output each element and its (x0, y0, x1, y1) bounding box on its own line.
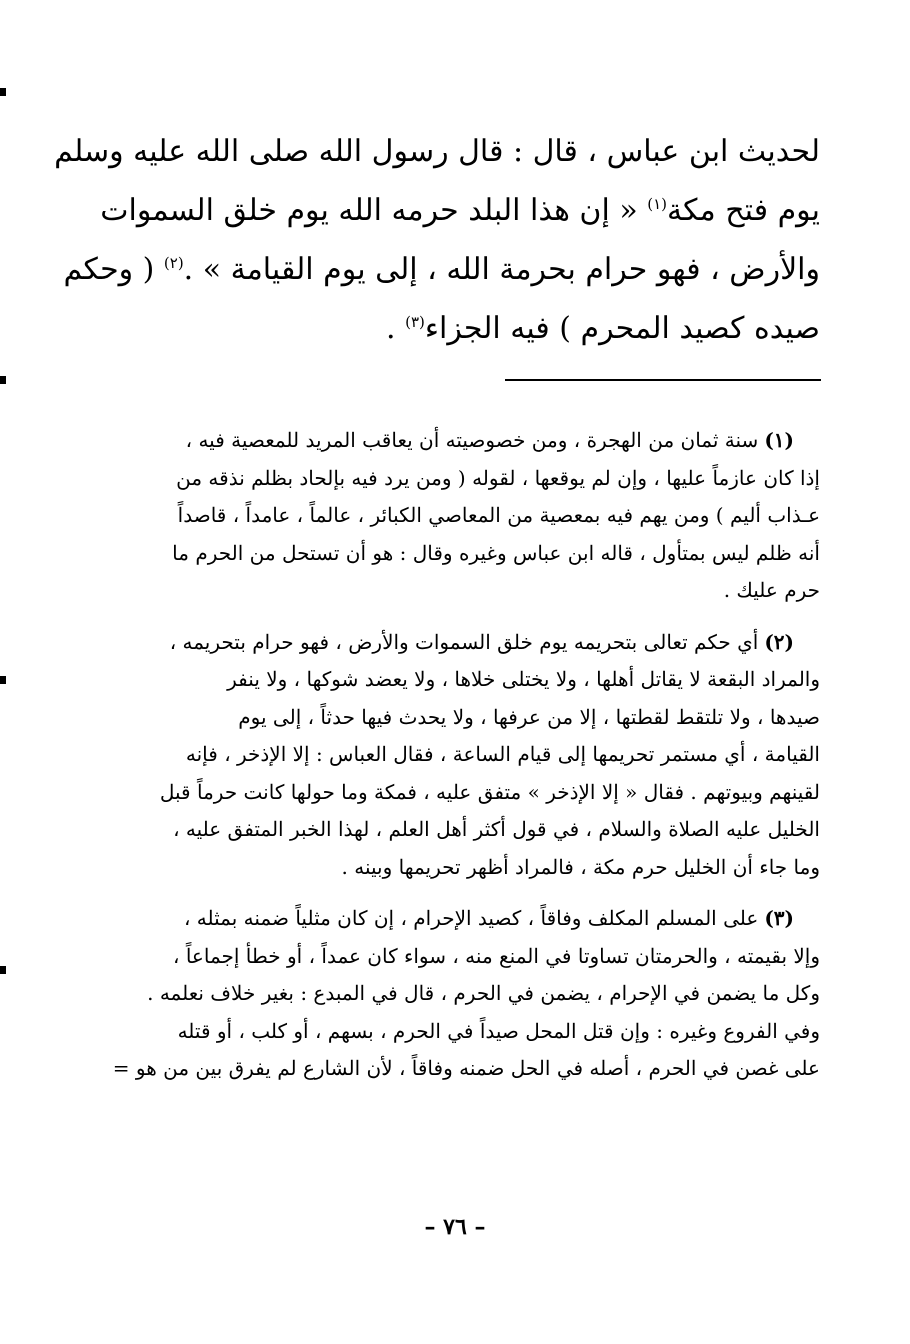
footnote-line: وما جاء أن الخليل حرم مكة ، فالمراد أظهر تحريمها وبينه . (341, 854, 820, 879)
footnote-line: القيامة ، أي مستمر تحريمها إلى قيام الساعة ، فقال العباس : إلا الإذخر ، فإنه (185, 742, 820, 766)
footnote-line: أنه ظلم ليس بمتأول ، قاله ابن عباس وغيره وقال : هو أن تستحل من الحرم ما (172, 540, 820, 565)
footnote-line: وكل ما يضمن في الإحرام ، يضمن في الحرم ، قال في المبدع : بغير خلاف نعلمه . (147, 981, 820, 1005)
main-line: لحديث ابن عباس ، قال : قال رسول الله صلى الله عليه وسلم (54, 134, 820, 169)
footnote-ref: (١) (647, 195, 668, 213)
main-line: والأرض ، فهو حرام بحرمة الله ، إلى يوم القيامة » .$^{(٢)}$ ( وحكم (63, 252, 820, 287)
footnote-line: الخليل عليه الصلاة والسلام ، في قول أكثر أهل العلم ، لهذا الخبر المتفق عليه ، (173, 817, 820, 841)
footnote-line: حرم عليك . (723, 578, 820, 602)
footnote-line: والمراد البقعة لا يقاتل أهلها ، ولا يختلى خلاها ، ولا يعضد شوكها ، ولا ينفر (227, 667, 820, 691)
footnotes (95, 422, 820, 1102)
footnote-number: (٢) (764, 629, 794, 654)
footnote-line: (٣)على المسلم المكلف وفاقاً ، كصيد الإحرام ، إن كان مثلياً ضمنه بمثله ، (183, 906, 794, 930)
footnote-number: (٣) (764, 906, 794, 930)
footnote-ref: (٢) (163, 254, 184, 272)
footnote-line: صيدها ، ولا تلتقط لقطتها ، إلا من عرفها ، ولا يحدث فيها حدثاً ، إلى يوم (238, 704, 820, 729)
footnote-line: (١)سنة ثمان من الهجرة ، ومن خصوصيته أن يعاقب المريد للمعصية فيه ، (185, 428, 794, 452)
footnote-ref: (٣) (405, 313, 425, 331)
edge-mark (0, 966, 6, 974)
footnote-line: وإلا بقيمته ، والحرمتان تساوتا في المنع منه ، سواء كان عمداً ، أو خطأ إجماعاً ، (173, 943, 820, 968)
footnote-divider (505, 379, 821, 381)
main-text (54, 122, 820, 358)
edge-mark (0, 376, 6, 384)
footnote-line: عـذاب أليم ) ومن يهم فيه بمعصية من المعاصي الكبائر ، عالماً ، عامداً ، قاصداً (177, 503, 820, 527)
footnote-number: (١) (764, 428, 794, 452)
main-line: يوم فتح مكة$^{(١)}$ « إن هذا البلد حرمه الله يوم خلق السموات (100, 193, 820, 228)
footnote-1 (95, 422, 820, 610)
footnote-line: على غصن في الحرم ، أصله في الحل ضمنه وفاقاً ، لأن الشارع لم يفرق بين من هو = (112, 1056, 820, 1080)
footnote-line: وفي الفروع وغيره : وإن قتل المحل صيداً في الحرم ، بسهم ، أو كلب ، أو قتله (177, 1018, 820, 1043)
footnote-line: (٢)أي حكم تعالى بتحريمه يوم خلق السموات والأرض ، فهو حرام بتحريمه ، (169, 629, 794, 654)
edge-mark (0, 676, 6, 684)
page-number: – ٧٦ – (424, 1214, 486, 1240)
main-line: صيده كصيد المحرم ) فيه الجزاء$^{(٣)}$ . (386, 311, 820, 346)
footnote-3 (95, 900, 820, 1088)
footnote-line: إذا كان عازماً عليها ، وإن لم يوقعها ، لقوله ( ومن يرد فيه بإلحاد بظلم نذقه من (176, 465, 820, 490)
edge-mark (0, 88, 6, 96)
footnote-line: لقينهم وبيوتهم . فقال « إلا الإذخر » متفق عليه ، فمكة وما حولها كانت حرماً قبل (159, 779, 820, 804)
footnote-2 (95, 624, 820, 887)
